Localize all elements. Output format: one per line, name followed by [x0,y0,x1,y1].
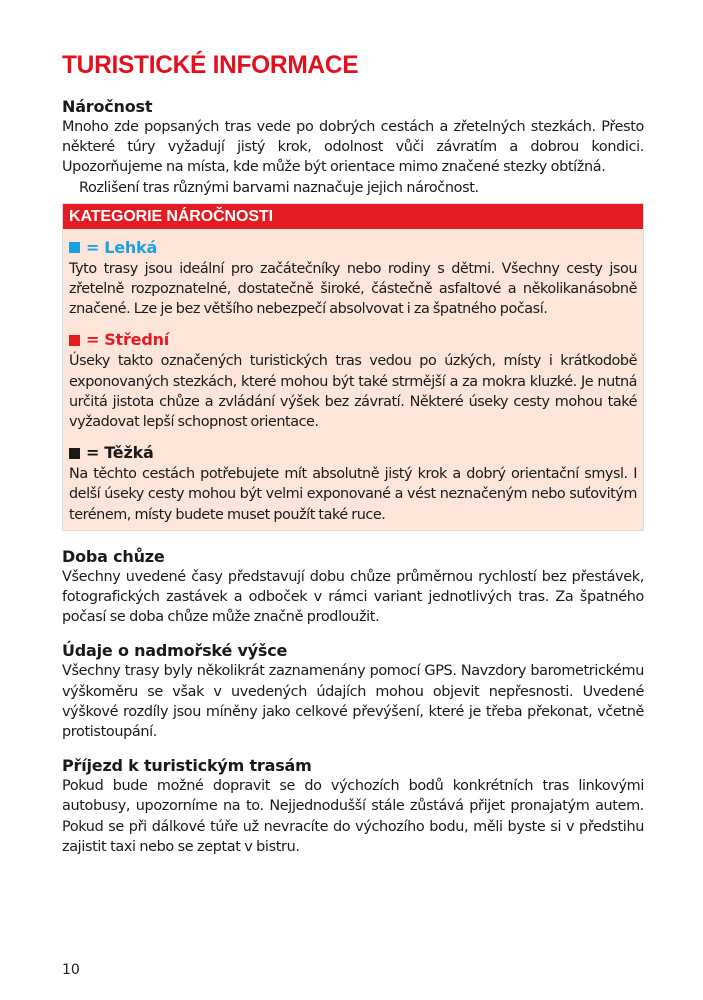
category-medium [69,329,637,432]
category-label: Těžká [104,443,154,463]
section-altitude [62,641,644,742]
section-difficulty [62,97,644,198]
category-label: Střední [104,330,170,350]
category-title [69,237,637,259]
section-access [62,756,644,857]
section-heading: Náročnost [62,97,153,116]
paragraph: Všechny uvedené časy představují dobu chůze průměrnou rychlostí bez přestávek, fotografických zastávek a odboček v rámci variant jednotlivých tras. Za špatného počasí se doba chůze může značně prodloužit. [62,568,644,626]
black-square-icon [69,448,80,459]
box-body [63,229,643,530]
difficulty-categories-box [62,203,644,531]
paragraph: Pokud bude možné dopravit se do výchozích bodů konkrétních tras linkovými autobusy, upozorníme na to. Nejjednodušší stále zůstává přijet pronajatým autem. Pokud se při dálkové túře už nevracíte do výchozího bodu, měli byste si v předstihu zajistit taxi nebo se zeptat v bistru. [62,778,644,855]
blue-square-icon [69,242,80,253]
category-title [69,442,637,464]
page-number: 10 [62,962,80,978]
section-heading: Údaje o nadmořské výšce [62,641,288,661]
section-heading: Příjezd k turistickým trasám [62,756,312,776]
page-content [62,50,644,871]
red-square-icon [69,335,80,346]
equals-sign: = [86,237,100,257]
paragraph: Mnoho zde popsaných tras vede po dobrých cestách a zřetelných stezkách. Přesto některé túry vyžadují jistý krok, odolnost vůči závratím a dobrou kondici. Upozorňujeme na místa, kde může být orientace mimo značené stezky obtížná. [62,119,644,176]
category-hard [69,442,637,525]
category-description: Na těchto cestách potřebujete mít absolutně jistý krok a dobrý orientační smysl. I delší úseky cesty mohou být velmi exponované a vést neznačeným nebo suťovitým terénem, místy budete muset použít také ruce. [69,466,637,523]
category-title [69,329,637,351]
category-label: Lehká [104,237,158,257]
page-title: TURISTICKÉ INFORMACE [62,51,359,79]
category-description: Tyto trasy jsou ideální pro začátečníky nebo rodiny s dětmi. Všechny cesty jsou zřetelně rozpoznatelné, dostatečně široké, částečně asfaltové a několikanásobně značené. Lze je bez většího nebezpečí absolvovat i za špatného počasí. [69,260,637,318]
equals-sign: = [86,443,100,463]
category-easy [69,237,637,320]
paragraph: Všechny trasy byly několikrát zaznamenány pomocí GPS. Navzdory barometrickému výškoměru se však v uvedených údajích mohou objevit nepřesnosti. Uvedené výškové rozdíly jsou míněny jako celkové převýšení, které je třeba překonat, včetně protistoupání. [62,663,644,741]
box-header: KATEGORIE NÁROČNOSTI [63,204,643,229]
section-walking-time [62,547,644,628]
category-description: Úseky takto označených turistických tras vedou po úzkých, místy i krátkodobě exponovaných stezkách, které mohou být také strmější a za mokra kluzké. Je nutná určitá jistota chůze a zvládání výšek bez závratí. Některé úseky cesty mohou také vyžadovat lepší schopnost orientace. [69,353,637,431]
equals-sign: = [86,330,100,350]
section-heading: Doba chůze [62,546,165,566]
paragraph: Rozlišení tras různými barvami naznačuje jejich náročnost. [79,179,479,196]
